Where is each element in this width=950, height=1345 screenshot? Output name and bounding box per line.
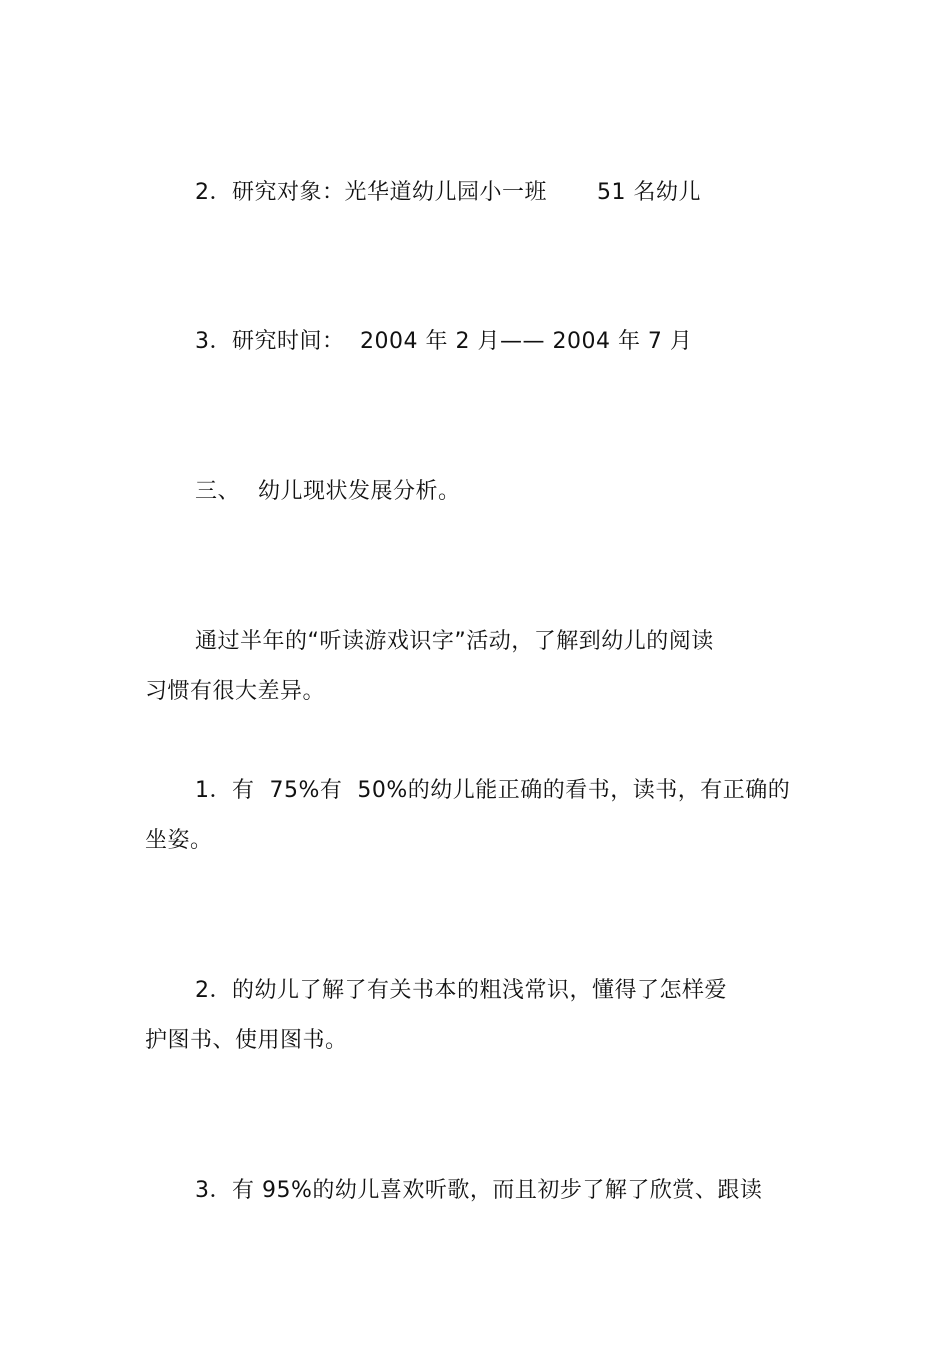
list-item-text: 3．有 95%的幼儿喜欢听歌，而且初步了解了欣赏、跟读 xyxy=(195,1178,763,1203)
section-number: 三、 xyxy=(195,479,241,504)
research-time-label: 3．研究时间： xyxy=(195,329,345,354)
list-item-3-line-1 xyxy=(0,1176,950,1266)
research-time-range: 2004 年 2 月—— 2004 年 7 月 xyxy=(360,329,693,354)
paragraph-intro-line-2 xyxy=(0,677,950,767)
paragraph-text: 习惯有很大差异。 xyxy=(145,679,326,704)
list-item-text: 2．的幼儿了解了有关书本的粗浅常识，懂得了怎样爱 xyxy=(195,978,727,1003)
section-title: 幼儿现状发展分析。 xyxy=(258,479,461,504)
research-subject-count: 51 名幼儿 xyxy=(597,180,701,205)
paragraph-research-subject xyxy=(0,178,950,298)
list-item-1-line-2 xyxy=(0,826,950,916)
research-subject-label: 2．研究对象：光华道幼儿园小一班 xyxy=(195,180,547,205)
section-heading-3 xyxy=(0,477,950,597)
list-item-text: 坐姿。 xyxy=(145,828,213,853)
list-item-text: 护图书、使用图书。 xyxy=(145,1028,348,1053)
list-item-text: 1．有 75%有 50%的幼儿能正确的看书，读书，有正确的 xyxy=(195,778,791,803)
paragraph-text: 通过半年的“听读游戏识字”活动，了解到幼儿的阅读 xyxy=(195,629,714,654)
paragraph-research-time xyxy=(0,327,950,447)
list-item-2-line-2 xyxy=(0,1026,950,1116)
